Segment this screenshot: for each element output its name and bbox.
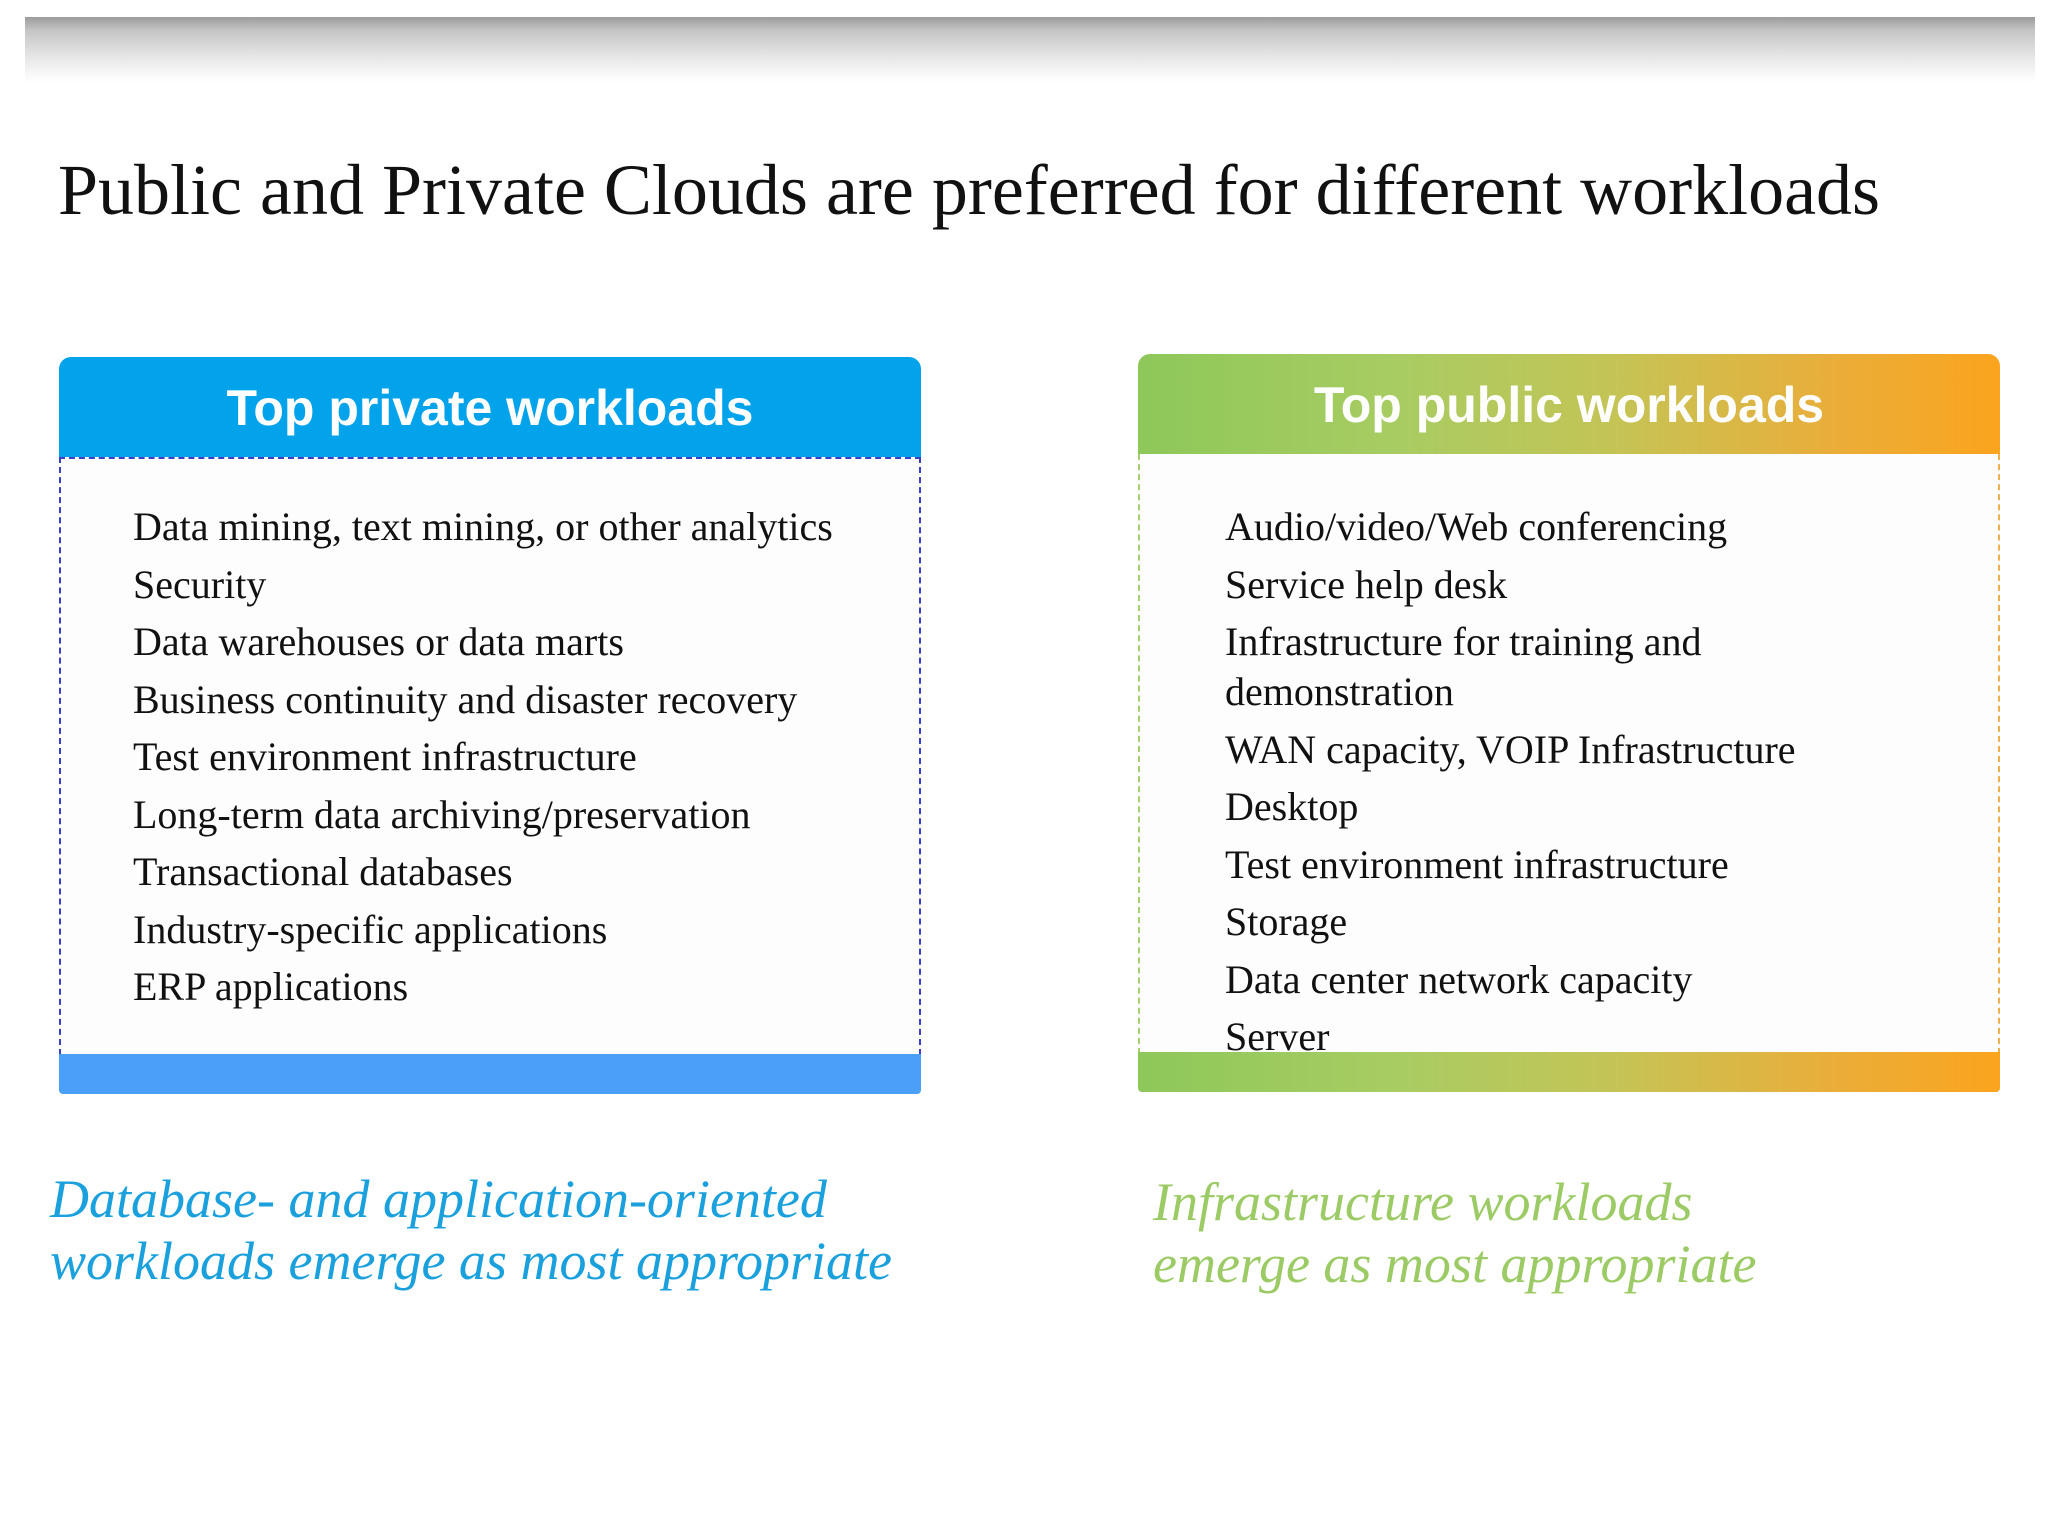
private-panel-header: Top private workloads: [59, 357, 921, 457]
public-workload-item: Test environment infrastructure: [1225, 841, 1729, 887]
private-workload-item: Data mining, text mining, or other analytics: [133, 504, 833, 549]
private-workload-list: [133, 498, 923, 1016]
public-workload-item: Desktop: [1225, 784, 1359, 829]
private-workload-item: ERP applications: [133, 964, 409, 1009]
public-workload-item: Data center network capacity: [1225, 956, 1693, 1002]
public-caption-line: Infrastructure workloads: [1153, 1172, 1693, 1232]
public-workload-item: Storage: [1225, 899, 1348, 944]
private-workload-item: Transactional databases: [133, 849, 513, 894]
public-workload-item: Audio/video/Web conferencing: [1225, 504, 1728, 549]
private-workload-item: Industry-specific applications: [133, 906, 608, 952]
public-workload-item: Service help desk: [1225, 561, 1508, 607]
private-caption-line: Database- and application-oriented: [50, 1169, 827, 1229]
slide-title: Public and Private Clouds are preferred for different workloads: [58, 150, 1881, 230]
public-caption-line: emerge as most appropriate: [1153, 1234, 1757, 1294]
public-workload-item: Server: [1225, 1014, 1330, 1059]
public-panel-header: Top public workloads: [1138, 354, 2000, 454]
private-panel-footer-bar: [59, 1054, 921, 1094]
private-workload-item: Long-term data archiving/preservation: [133, 791, 751, 837]
private-workload-item: Data warehouses or data marts: [133, 619, 624, 664]
private-workload-item: Business continuity and disaster recovery: [133, 676, 798, 722]
public-workload-item: WAN capacity, VOIP Infrastructure: [1225, 726, 1796, 772]
private-workload-item: Test environment infrastructure: [133, 734, 637, 779]
private-caption-line: workloads emerge as most appropriate: [50, 1231, 892, 1291]
public-workload-item: Infrastructure for training and demonstration: [1225, 619, 1702, 714]
private-workload-item: Security: [133, 561, 267, 607]
public-caption: [1153, 1171, 1913, 1295]
private-caption: [50, 1168, 1010, 1292]
public-workload-list: [1225, 502, 1865, 1070]
top-decorative-bar: [25, 17, 2035, 83]
